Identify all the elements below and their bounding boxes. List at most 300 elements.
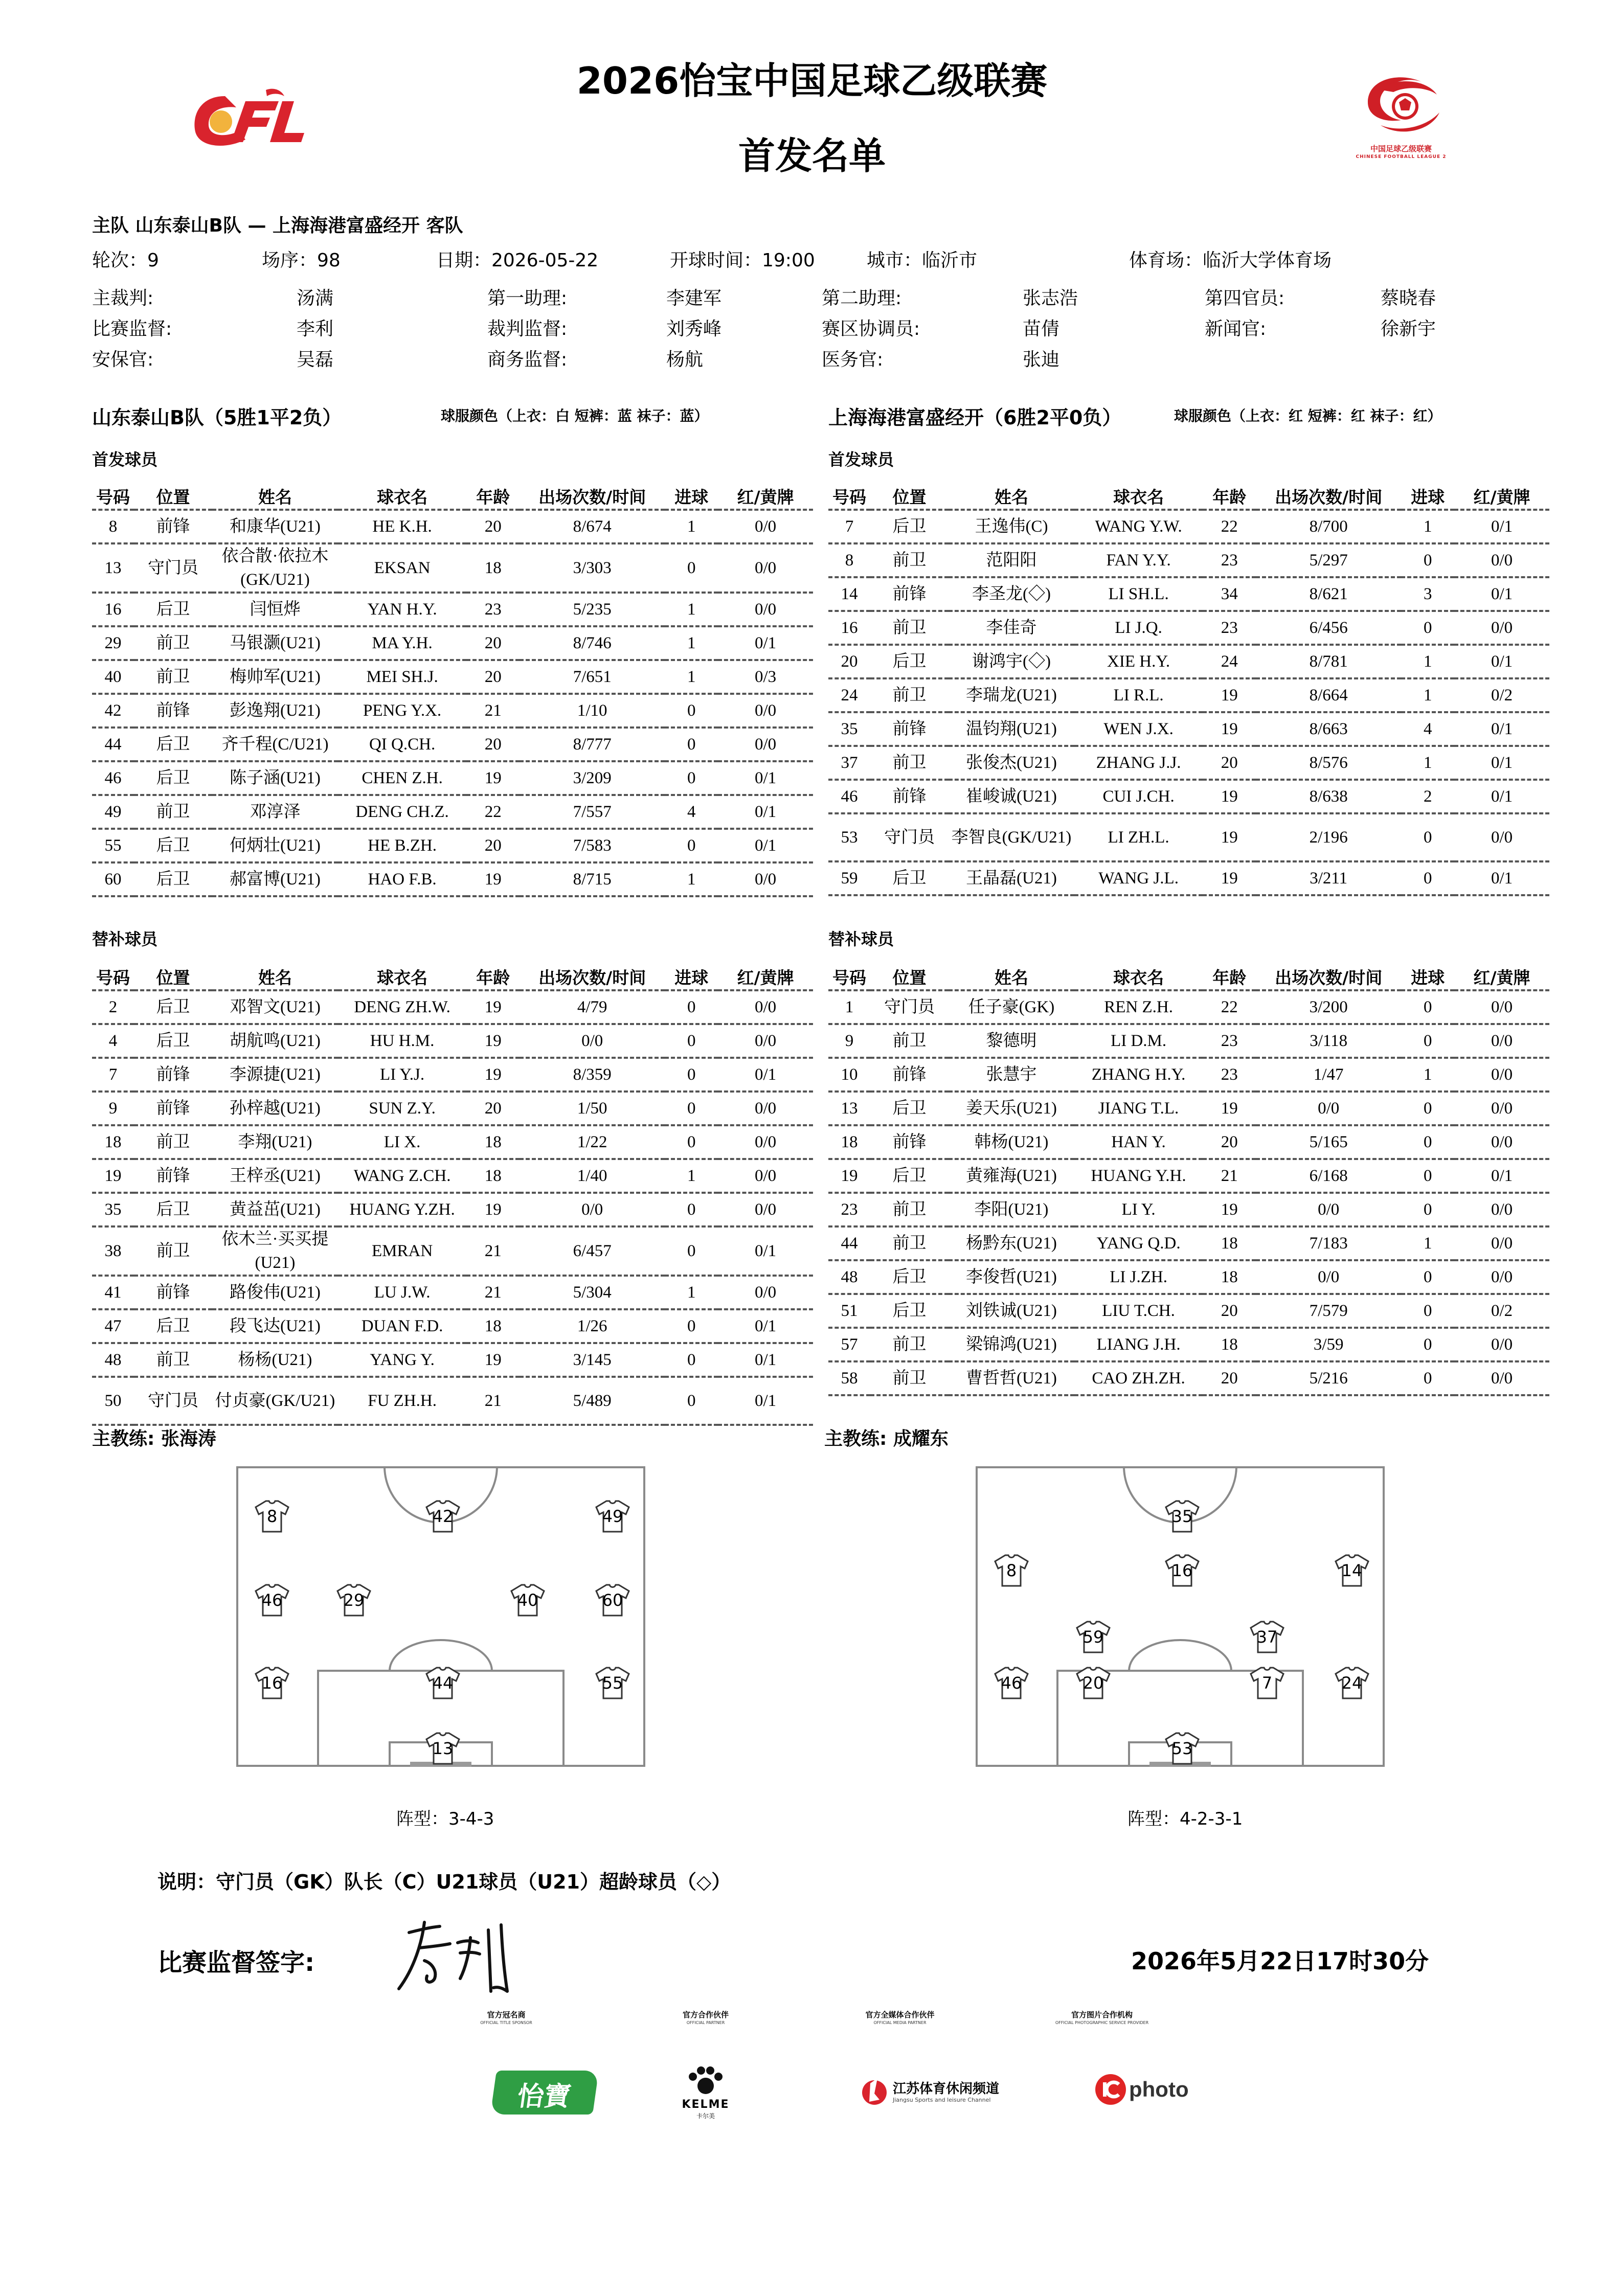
sponsor-caption: 官方全媒体合作伙伴 — [865, 2010, 935, 2019]
sponsor-caption-en: OFFICIAL PARTNER — [686, 2020, 725, 2025]
player-appearances: 8/663 — [1256, 712, 1401, 746]
table-row — [92, 543, 813, 593]
player-number: 23 — [828, 1193, 870, 1226]
player-position: 前卫 — [870, 1193, 949, 1226]
player-position: 前锋 — [870, 780, 949, 813]
table-row — [92, 761, 813, 795]
player-cards: 0/1 — [718, 1226, 813, 1276]
column-header: 进球 — [665, 483, 718, 510]
table-row — [828, 577, 1549, 611]
player-position: 后卫 — [870, 861, 949, 895]
player-cards: 0/0 — [718, 593, 813, 626]
player-appearances: 3/200 — [1256, 990, 1401, 1024]
player-age: 21 — [466, 1377, 520, 1425]
column-header: 球衣名 — [1074, 483, 1203, 510]
player-age: 18 — [466, 1159, 520, 1193]
player-shirt-name: WANG J.L. — [1074, 861, 1203, 895]
player-position: 守门员 — [870, 990, 949, 1024]
player-name: 王逸伟(C) — [949, 510, 1074, 543]
player-name: 李智良(GK/U21) — [949, 813, 1074, 861]
table-row — [828, 746, 1549, 780]
player-cards: 0/0 — [1454, 543, 1549, 577]
player-name: 黄雍海(U21) — [949, 1159, 1074, 1193]
channel-icon — [859, 2073, 890, 2109]
table-row — [828, 543, 1549, 577]
player-appearances: 1/26 — [520, 1309, 665, 1343]
player-appearances: 0/0 — [1256, 1193, 1401, 1226]
table-row — [92, 1159, 813, 1193]
table-row — [828, 1294, 1549, 1328]
column-header: 球衣名 — [338, 483, 466, 510]
player-position: 前锋 — [870, 1125, 949, 1159]
match-number: 场序：98 — [262, 250, 341, 271]
away-formation-pitch — [976, 1466, 1385, 1767]
player-appearances: 4/79 — [520, 990, 665, 1024]
player-shirt-name: LI J.ZH. — [1074, 1260, 1203, 1294]
column-header: 位置 — [134, 964, 212, 990]
player-cards: 0/1 — [718, 626, 813, 660]
player-shirt — [1164, 1499, 1201, 1534]
player-position: 前卫 — [870, 746, 949, 780]
column-header: 球衣名 — [1074, 964, 1203, 990]
player-cards: 0/0 — [1454, 1058, 1549, 1092]
table-row — [92, 1125, 813, 1159]
player-name: 谢鸿宇(◇) — [949, 645, 1074, 678]
player-name: 闫恒烨 — [212, 593, 338, 626]
player-goals: 1 — [665, 660, 718, 694]
player-age: 21 — [466, 1276, 520, 1309]
home-starters-label: 首发球员 — [92, 450, 158, 469]
table-row — [92, 1343, 813, 1377]
player-cards: 0/1 — [1454, 510, 1549, 543]
player-number: 40 — [92, 660, 134, 694]
player-shirt-name: LI ZH.L. — [1074, 813, 1203, 861]
player-shirt-name: WANG Z.CH. — [338, 1159, 466, 1193]
player-number: 58 — [828, 1361, 870, 1395]
player-number: 16 — [828, 611, 870, 645]
player-shirt — [1249, 1620, 1285, 1654]
player-position: 前卫 — [134, 626, 212, 660]
player-cards: 0/0 — [1454, 611, 1549, 645]
player-number: 55 — [92, 829, 134, 862]
player-number: 42 — [92, 694, 134, 728]
player-shirt-name: LI X. — [338, 1125, 466, 1159]
shirt-number: 8 — [1006, 1561, 1017, 1580]
player-age: 19 — [1203, 678, 1256, 712]
official-label: 商务监督: — [487, 349, 568, 370]
player-age: 19 — [1203, 861, 1256, 895]
player-number: 14 — [828, 577, 870, 611]
player-position: 后卫 — [134, 1309, 212, 1343]
player-goals: 3 — [1401, 577, 1454, 611]
player-age: 23 — [1203, 1058, 1256, 1092]
player-goals: 1 — [665, 626, 718, 660]
player-shirt — [594, 1666, 631, 1700]
player-goals: 0 — [665, 1343, 718, 1377]
table-row — [92, 626, 813, 660]
player-goals: 4 — [1401, 712, 1454, 746]
player-name: 陈子涵(U21) — [212, 761, 338, 795]
column-header: 出场次数/时间 — [520, 483, 665, 510]
shirt-number: 29 — [343, 1590, 365, 1610]
player-number: 48 — [92, 1343, 134, 1377]
player-shirt-name: QI Q.CH. — [338, 728, 466, 761]
column-header: 号码 — [92, 964, 134, 990]
player-age: 20 — [1203, 1361, 1256, 1395]
shirt-number: 46 — [1001, 1673, 1022, 1693]
home-formation: 阵型：3-4-3 — [396, 1809, 494, 1829]
player-goals: 0 — [665, 829, 718, 862]
player-age: 22 — [1203, 510, 1256, 543]
player-appearances: 8/674 — [520, 510, 665, 543]
player-name: 曹哲哲(U21) — [949, 1361, 1074, 1395]
sponsor-caption-en: OFFICIAL PHOTOGRAPHIC SERVICE PROVIDER — [1055, 2020, 1149, 2025]
player-goals: 0 — [1401, 543, 1454, 577]
player-shirt — [993, 1666, 1030, 1700]
player-shirt-name: MEI SH.J. — [338, 660, 466, 694]
player-shirt-name: YANG Q.D. — [1074, 1226, 1203, 1260]
player-cards: 0/0 — [1454, 1361, 1549, 1395]
table-row — [92, 593, 813, 626]
player-name: 和康华(U21) — [212, 510, 338, 543]
player-position: 前锋 — [134, 1092, 212, 1125]
player-name: 任子豪(GK) — [949, 990, 1074, 1024]
home-team-name: 山东泰山B队（5胜1平2负） — [92, 406, 342, 429]
table-row — [92, 862, 813, 896]
player-goals: 0 — [1401, 1294, 1454, 1328]
table-header-row — [92, 483, 813, 510]
player-name: 齐千程(C/U21) — [212, 728, 338, 761]
player-number: 1 — [828, 990, 870, 1024]
player-appearances: 0/0 — [1256, 1260, 1401, 1294]
player-position: 前锋 — [870, 577, 949, 611]
player-name: 梁锦鸿(U21) — [949, 1328, 1074, 1361]
player-name: 胡航鸣(U21) — [212, 1024, 338, 1058]
away-team-name: 上海海港富盛经开（6胜2平0负） — [828, 406, 1122, 429]
player-number: 50 — [92, 1377, 134, 1425]
ic-icon — [1094, 2073, 1127, 2106]
column-header: 姓名 — [949, 483, 1074, 510]
player-shirt-name: HAO F.B. — [338, 862, 466, 896]
player-appearances: 7/651 — [520, 660, 665, 694]
shirt-number: 53 — [1171, 1739, 1193, 1758]
player-shirt — [1334, 1553, 1370, 1588]
official-name: 苗倩 — [1023, 319, 1060, 339]
player-goals: 0 — [1401, 1193, 1454, 1226]
player-goals: 0 — [1401, 1024, 1454, 1058]
column-header: 出场次数/时间 — [1256, 483, 1401, 510]
player-appearances: 0/0 — [520, 1193, 665, 1226]
player-position: 前卫 — [870, 1361, 949, 1395]
player-shirt-name: ZHANG H.Y. — [1074, 1058, 1203, 1092]
player-goals: 0 — [665, 543, 718, 593]
player-number: 9 — [92, 1092, 134, 1125]
player-goals: 0 — [1401, 861, 1454, 895]
player-shirt — [1164, 1553, 1201, 1588]
table-row — [92, 1276, 813, 1309]
player-name: 依合散·依拉木(GK/U21) — [212, 543, 338, 593]
table-header-row — [92, 964, 813, 990]
away-kit-colors: 球服颜色（上衣：红 短裤：红 袜子：红） — [1174, 407, 1442, 424]
player-position: 前锋 — [870, 1058, 949, 1092]
venue: 体育场：临沂大学体育场 — [1129, 250, 1332, 271]
shirt-number: 42 — [432, 1507, 454, 1526]
player-appearances: 3/209 — [520, 761, 665, 795]
player-goals: 0 — [665, 1125, 718, 1159]
player-number: 57 — [828, 1328, 870, 1361]
player-appearances: 3/303 — [520, 543, 665, 593]
player-goals: 0 — [1401, 1260, 1454, 1294]
player-goals: 0 — [1401, 1328, 1454, 1361]
player-shirt — [424, 1499, 461, 1534]
player-shirt-name: HUANG Y.H. — [1074, 1159, 1203, 1193]
player-cards: 0/0 — [1454, 813, 1549, 861]
player-appearances: 6/456 — [1256, 611, 1401, 645]
table-header-row — [828, 483, 1549, 510]
table-row — [828, 1226, 1549, 1260]
table-row — [828, 1058, 1549, 1092]
shirt-number: 13 — [432, 1739, 454, 1758]
player-number: 19 — [828, 1159, 870, 1193]
player-name: 李圣龙(◇) — [949, 577, 1074, 611]
table-row — [92, 1377, 813, 1425]
player-appearances: 8/781 — [1256, 645, 1401, 678]
league-logo-text-en: CHINESE FOOTBALL LEAGUE 2 — [1356, 154, 1447, 160]
away-subs-table — [828, 964, 1549, 1396]
player-shirt-name: LI J.Q. — [1074, 611, 1203, 645]
official-name: 李建军 — [666, 288, 722, 309]
player-appearances: 7/583 — [520, 829, 665, 862]
table-row — [828, 1159, 1549, 1193]
shirt-number: 20 — [1082, 1673, 1104, 1693]
home-coach: 主教练: 张海涛 — [92, 1428, 216, 1449]
player-position: 后卫 — [134, 829, 212, 862]
player-goals: 0 — [1401, 611, 1454, 645]
official-name: 张志浩 — [1023, 288, 1078, 309]
player-shirt-name: REN Z.H. — [1074, 990, 1203, 1024]
player-position: 后卫 — [134, 761, 212, 795]
column-header: 红/黄牌 — [1454, 964, 1549, 990]
table-row — [828, 712, 1549, 746]
player-number: 18 — [828, 1125, 870, 1159]
player-age: 23 — [1203, 611, 1256, 645]
player-goals: 4 — [665, 795, 718, 829]
player-cards: 0/2 — [1454, 1294, 1549, 1328]
player-name: 刘铁诚(U21) — [949, 1294, 1074, 1328]
player-shirt-name: HE K.H. — [338, 510, 466, 543]
player-shirt-name: LU J.W. — [338, 1276, 466, 1309]
player-shirt-name: CAO ZH.ZH. — [1074, 1361, 1203, 1395]
player-appearances: 7/183 — [1256, 1226, 1401, 1260]
signature-label: 比赛监督签字: — [157, 1948, 315, 1977]
player-number: 47 — [92, 1309, 134, 1343]
shirt-number: 14 — [1341, 1561, 1363, 1580]
table-row — [828, 611, 1549, 645]
home-subs-label: 替补球员 — [92, 929, 158, 949]
column-header: 号码 — [92, 483, 134, 510]
player-cards: 0/0 — [1454, 1024, 1549, 1058]
player-goals: 0 — [1401, 1125, 1454, 1159]
player-goals: 1 — [665, 862, 718, 896]
kelme-logo-text: KELME — [682, 2098, 730, 2111]
player-number: 13 — [92, 543, 134, 593]
table-row — [828, 990, 1549, 1024]
player-name: 梅帅军(U21) — [212, 660, 338, 694]
column-header: 位置 — [134, 483, 212, 510]
player-age: 22 — [466, 795, 520, 829]
player-name: 崔峻诚(U21) — [949, 780, 1074, 813]
player-shirt-name: YANG Y. — [338, 1343, 466, 1377]
player-shirt-name: DENG ZH.W. — [338, 990, 466, 1024]
sponsor-caption-en: OFFICIAL TITLE SPONSOR — [480, 2020, 532, 2025]
away-formation: 阵型：4-2-3-1 — [1127, 1809, 1243, 1829]
player-shirt-name: FAN Y.Y. — [1074, 543, 1203, 577]
player-shirt — [424, 1666, 461, 1700]
player-shirt — [335, 1583, 372, 1618]
player-cards: 0/1 — [1454, 1159, 1549, 1193]
player-number: 7 — [828, 510, 870, 543]
player-age: 19 — [466, 990, 520, 1024]
player-cards: 0/0 — [718, 1159, 813, 1193]
player-number: 46 — [828, 780, 870, 813]
player-name: 路俊伟(U21) — [212, 1276, 338, 1309]
player-appearances: 0/0 — [520, 1024, 665, 1058]
player-appearances: 8/638 — [1256, 780, 1401, 813]
player-goals: 0 — [1401, 813, 1454, 861]
player-position: 守门员 — [134, 543, 212, 593]
table-row — [828, 645, 1549, 678]
kickoff-time: 开球时间：19:00 — [670, 250, 815, 271]
player-appearances: 8/621 — [1256, 577, 1401, 611]
player-goals: 0 — [665, 1309, 718, 1343]
player-goals: 0 — [665, 1058, 718, 1092]
player-position: 前锋 — [134, 1159, 212, 1193]
player-name: 付贞豪(GK/U21) — [212, 1377, 338, 1425]
player-age: 19 — [466, 761, 520, 795]
player-age: 19 — [1203, 1092, 1256, 1125]
player-age: 18 — [466, 1125, 520, 1159]
player-shirt-name: HUANG Y.ZH. — [338, 1193, 466, 1226]
player-shirt-name: LI Y. — [1074, 1193, 1203, 1226]
player-goals: 0 — [1401, 990, 1454, 1024]
player-appearances: 8/700 — [1256, 510, 1401, 543]
player-position: 前卫 — [134, 1125, 212, 1159]
player-appearances: 1/10 — [520, 694, 665, 728]
player-cards: 0/0 — [718, 990, 813, 1024]
player-age: 21 — [466, 694, 520, 728]
player-goals: 1 — [1401, 510, 1454, 543]
player-number: 60 — [92, 862, 134, 896]
player-age: 18 — [1203, 1260, 1256, 1294]
player-name: 邓智文(U21) — [212, 990, 338, 1024]
table-row — [92, 660, 813, 694]
document-title: 2026怡宝中国足球乙级联赛 — [576, 59, 1048, 102]
player-shirt — [254, 1499, 290, 1534]
player-goals: 0 — [665, 1377, 718, 1425]
official-label: 主裁判: — [92, 288, 154, 309]
player-number: 44 — [828, 1226, 870, 1260]
player-age: 20 — [466, 510, 520, 543]
column-header: 红/黄牌 — [1454, 483, 1549, 510]
player-number: 35 — [828, 712, 870, 746]
player-shirt-name: CUI J.CH. — [1074, 780, 1203, 813]
player-shirt-name: YAN H.Y. — [338, 593, 466, 626]
away-subs-label: 替补球员 — [828, 929, 894, 949]
column-header: 年龄 — [1203, 483, 1256, 510]
player-goals: 0 — [665, 728, 718, 761]
player-age: 19 — [466, 1343, 520, 1377]
player-appearances: 8/664 — [1256, 678, 1401, 712]
player-age: 20 — [1203, 1294, 1256, 1328]
player-shirt-name: CHEN Z.H. — [338, 761, 466, 795]
player-position: 后卫 — [134, 1024, 212, 1058]
player-shirt — [1164, 1731, 1201, 1766]
icphoto-logo — [1094, 2073, 1197, 2109]
table-row — [92, 990, 813, 1024]
player-age: 20 — [1203, 746, 1256, 780]
away-starters-table — [828, 483, 1549, 896]
home-kit-colors: 球服颜色（上衣：白 短裤：蓝 袜子：蓝） — [441, 407, 709, 424]
player-number: 41 — [92, 1276, 134, 1309]
table-row — [92, 795, 813, 829]
player-appearances: 8/715 — [520, 862, 665, 896]
player-cards: 0/1 — [718, 829, 813, 862]
player-cards: 0/3 — [718, 660, 813, 694]
player-goals: 1 — [665, 510, 718, 543]
jiangsu-channel-logo — [859, 2073, 1023, 2114]
table-row — [828, 1024, 1549, 1058]
player-shirt-name: LIANG J.H. — [1074, 1328, 1203, 1361]
official-label: 比赛监督: — [92, 319, 172, 339]
handwritten-signature — [389, 1912, 522, 1999]
teams-line: 主队 山东泰山B队 — 上海海港富盛经开 客队 — [92, 215, 463, 236]
table-row — [92, 694, 813, 728]
player-cards: 0/0 — [1454, 1092, 1549, 1125]
player-goals: 0 — [665, 990, 718, 1024]
player-shirt-name: WEN J.X. — [1074, 712, 1203, 746]
column-header: 姓名 — [212, 964, 338, 990]
sponsor-caption: 官方冠名商 — [487, 2010, 526, 2019]
player-shirt — [1334, 1666, 1370, 1700]
column-header: 年龄 — [1203, 964, 1256, 990]
player-cards: 0/1 — [718, 1343, 813, 1377]
player-name: 王梓丞(U21) — [212, 1159, 338, 1193]
player-age: 20 — [466, 660, 520, 694]
player-number: 13 — [828, 1092, 870, 1125]
player-shirt-name: ZHANG J.J. — [1074, 746, 1203, 780]
player-goals: 0 — [665, 761, 718, 795]
round: 轮次：9 — [92, 250, 159, 271]
player-number: 20 — [828, 645, 870, 678]
column-header: 进球 — [1401, 483, 1454, 510]
column-header: 出场次数/时间 — [1256, 964, 1401, 990]
player-cards: 0/1 — [1454, 746, 1549, 780]
player-position: 后卫 — [870, 1260, 949, 1294]
player-name: 温钧翔(U21) — [949, 712, 1074, 746]
official-name: 吴磊 — [297, 349, 334, 370]
table-row — [828, 510, 1549, 543]
player-goals: 1 — [665, 593, 718, 626]
player-shirt — [254, 1666, 290, 1700]
player-position: 后卫 — [870, 1159, 949, 1193]
player-number: 38 — [92, 1226, 134, 1276]
player-number: 7 — [92, 1058, 134, 1092]
home-starters-table — [92, 483, 813, 897]
player-shirt-name: DENG CH.Z. — [338, 795, 466, 829]
player-name: 郝富博(U21) — [212, 862, 338, 896]
player-shirt-name: SUN Z.Y. — [338, 1092, 466, 1125]
table-row — [828, 1260, 1549, 1294]
